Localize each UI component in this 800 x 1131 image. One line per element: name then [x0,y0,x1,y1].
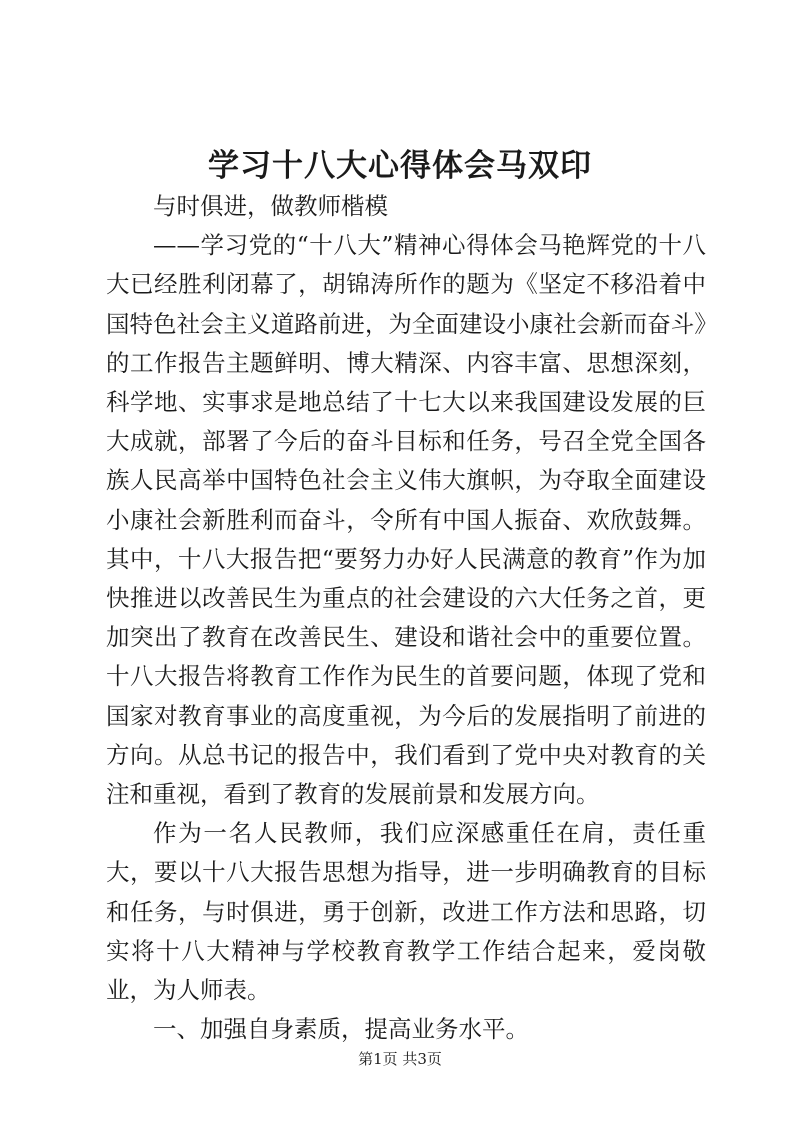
body-paragraph: ——学习党的“十八大”精神心得体会马艳辉党的十八大已经胜利闭幕了，胡锦涛所作的题为《坚定不移沿着中国特色社会主义道路前进，为全面建设小康社会新而奋斗》的工作报告主题鲜明、博大精深、内容丰富、思想深刻，科学地、实事求是地总结了十七大以来我国建设发展的巨大成就，部署了今后的奋斗目标和任务，号召全党全国各族人民高举中国特色社会主义伟大旗帜，为夺取全面建设小康社会新胜利而奋斗，令所有中国人振奋、欢欣鼓舞。其中，十八大报告把“要努力办好人民满意的教育”作为加快推进以改善民生为重点的社会建设的六大任务之首，更加突出了教育在改善民生、建设和谐社会中的重要位置。十八大报告将教育工作作为民生的首要问题，体现了党和国家对教育事业的高度重视，为今后的发展指明了前进的方向。从总书记的报告中，我们看到了党中央对教育的关注和重视，看到了教育的发展前景和发展方向。 [106,231,706,809]
document-body [106,187,706,1049]
page-number-footer: 第1页 共3页 [358,1050,442,1068]
subtitle-paragraph: 与时俱进，做教师楷模 [153,192,388,220]
section-heading: 一、加强自身素质，提高业务水平。 [153,1015,529,1044]
document-title: 学习十八大心得体会马双印 [208,148,592,184]
body-paragraph: 作为一名人民教师，我们应深感重任在肩，责任重大，要以十八大报告思想为指导，进一步明确教育的目标和任务，与时俱进，勇于创新，改进工作方法和思路，切实将十八大精神与学校教育教学工作结合起来，爱岗敬业，为人师表。 [106,819,706,1005]
